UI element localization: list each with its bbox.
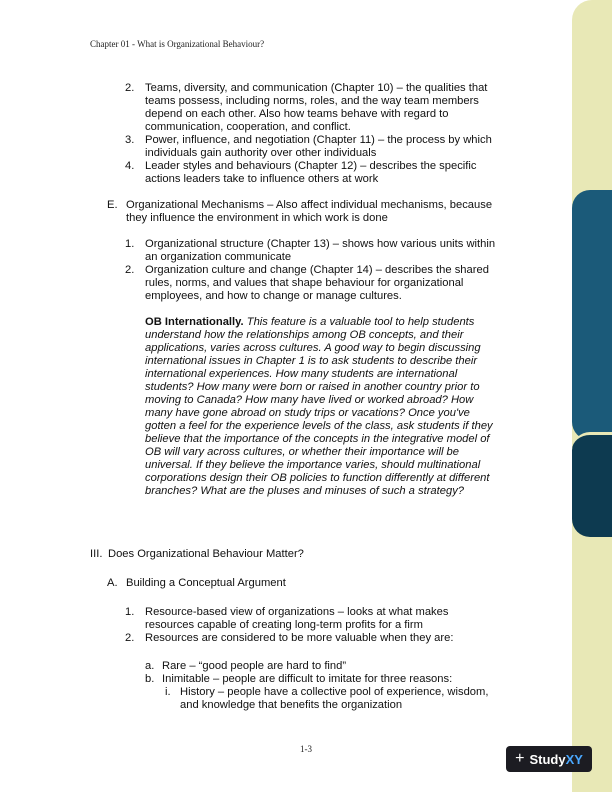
- list-number: 1.: [125, 238, 135, 250]
- feature-title: OB Internationally.: [145, 316, 244, 328]
- side-tab-middle: [572, 190, 612, 440]
- feature-paragraph-first-line: [145, 316, 474, 329]
- text-line: OB will vary across cultures, or whether their importance will be: [145, 446, 459, 458]
- text-line: Organizational Mechanisms – Also affect individual mechanisms, because: [126, 199, 493, 211]
- text-line: depend on each other. Also how teams behave with regard to: [145, 108, 449, 120]
- list-letter: a.: [145, 660, 155, 672]
- text-line: Resource-based view of organizations – looks at what makes: [145, 606, 449, 618]
- text-line: moving to Canada? How many have lived or worked abroad? How: [145, 394, 474, 406]
- text-line: teams possess, including norms, roles, and the way team members: [145, 95, 479, 107]
- text-line: resources capable of creating long-term profits for a firm: [145, 619, 423, 631]
- text-line: applications, varies across cultures. A good way to begin discussing: [145, 342, 481, 354]
- text-line: an organization communicate: [145, 251, 292, 263]
- text-line: international issues in Chapter 1 is to ask students to describe their: [145, 355, 478, 367]
- text-line: Power, influence, and negotiation (Chapter 11) – the process by which: [145, 134, 492, 146]
- text-line: gotten a feel for the experience levels of the class, ask students if they: [145, 420, 493, 432]
- text-line: communication, cooperation, and conflict.: [145, 121, 351, 133]
- text-line: corporations design their OB policies to function differently at different: [145, 472, 490, 484]
- text-line: employees, and how to change or manage cultures.: [145, 290, 402, 302]
- text-line: and knowledge that benefits the organization: [180, 699, 403, 711]
- text-line: Resources are considered to be more valuable when they are:: [145, 632, 454, 644]
- text-line: they influence the environment in which work is done: [126, 212, 388, 224]
- list-number: 2.: [125, 632, 135, 644]
- text-line: Teams, diversity, and communication (Chapter 10) – the qualities that: [145, 82, 488, 94]
- text-line: rules, norms, and values that shape behaviour for organizational: [145, 277, 464, 289]
- text-line: understand how the relationships among OB concepts, and their: [145, 329, 464, 341]
- text-line: Rare – “good people are hard to find”: [162, 660, 347, 672]
- text-line: branches? What are the pluses and minuses of such a strategy?: [145, 485, 465, 497]
- text-line: believe that the importance of the concepts in the integrative model of: [145, 433, 490, 445]
- page-number: 1-3: [300, 744, 312, 754]
- list-number: 4.: [125, 160, 135, 172]
- text-line: international experiences. How many students are international: [145, 368, 458, 380]
- subsection-heading: Building a Conceptual Argument: [126, 577, 286, 589]
- list-number: 2.: [125, 264, 135, 276]
- text-line: individuals gain authority over other individuals: [145, 147, 377, 159]
- brand-name-xy: XY: [565, 751, 583, 767]
- page-header: Chapter 01 - What is Organizational Behaviour?: [90, 39, 265, 49]
- text-line: students? How many were born or raised in another country prior to: [145, 381, 480, 393]
- text-line: actions leaders take to influence others at work: [145, 173, 379, 185]
- list-roman: i.: [165, 686, 171, 698]
- plus-icon: +: [515, 750, 525, 767]
- section-heading: Does Organizational Behaviour Matter?: [108, 548, 304, 560]
- text-line: Organization culture and change (Chapter 14) – describes the shared: [145, 264, 489, 276]
- text-line: universal. If they believe the importance varies, should multinational: [145, 459, 481, 471]
- text-line: Organizational structure (Chapter 13) – shows how various units within: [145, 238, 496, 250]
- list-number: 2.: [125, 82, 135, 94]
- list-letter: b.: [145, 673, 155, 685]
- list-number: 3.: [125, 134, 135, 146]
- section-letter: E.: [107, 199, 118, 211]
- section-letter: A.: [107, 577, 118, 589]
- side-tab-bottom: [572, 432, 612, 537]
- brand-name-study: Study: [529, 751, 566, 767]
- text-line: Inimitable – people are difficult to imitate for three reasons:: [162, 673, 453, 685]
- feature-text: This feature is a valuable tool to help students: [243, 316, 475, 328]
- list-number: 1.: [125, 606, 135, 618]
- text-line: many have gone abroad on study trips or vacations? Once you've: [145, 407, 470, 419]
- studyxy-badge[interactable]: [506, 746, 592, 772]
- text-line: Leader styles and behaviours (Chapter 12) – describes the specific: [145, 160, 477, 172]
- section-numeral: III.: [90, 548, 103, 560]
- text-line: History – people have a collective pool of experience, wisdom,: [180, 686, 489, 698]
